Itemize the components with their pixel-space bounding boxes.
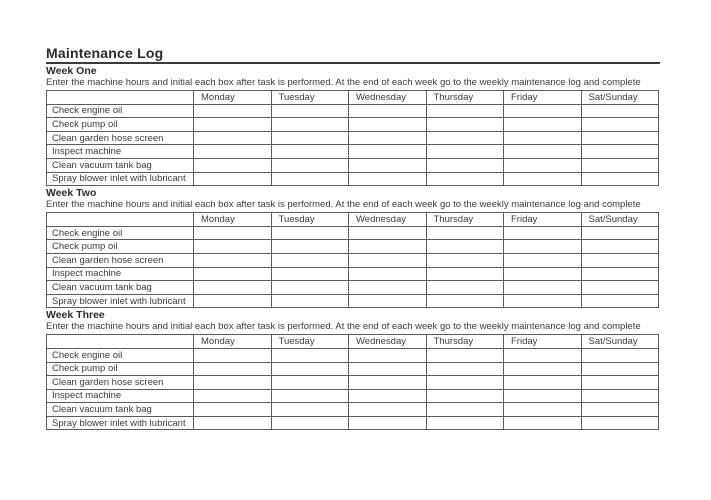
log-entry-cell <box>581 403 659 417</box>
log-entry-cell <box>581 172 659 186</box>
log-entry-cell <box>194 158 272 172</box>
week-section <box>46 310 666 430</box>
maintenance-table <box>46 334 659 430</box>
table-header-row <box>47 91 659 105</box>
task-label: Spray blower inlet with lubricant <box>47 294 194 308</box>
task-row <box>47 240 659 254</box>
task-row <box>47 118 659 132</box>
log-entry-cell <box>426 403 504 417</box>
log-entry-cell <box>504 294 582 308</box>
week-heading: Week Three <box>46 309 105 322</box>
log-entry-cell <box>194 172 272 186</box>
log-entry-cell <box>349 267 427 281</box>
log-entry-cell <box>349 362 427 376</box>
week-heading: Week Two <box>46 187 97 200</box>
task-row <box>47 294 659 308</box>
day-column-header: Thursday <box>426 213 504 227</box>
task-column-header <box>47 213 194 227</box>
log-entry-cell <box>349 104 427 118</box>
log-entry-cell <box>194 362 272 376</box>
task-label: Clean garden hose screen <box>47 376 194 390</box>
log-entry-cell <box>349 281 427 295</box>
task-label: Inspect machine <box>47 267 194 281</box>
task-row <box>47 104 659 118</box>
log-entry-cell <box>426 281 504 295</box>
log-entry-cell <box>271 294 349 308</box>
week-heading: Week One <box>46 65 97 77</box>
log-entry-cell <box>426 226 504 240</box>
task-label: Spray blower inlet with lubricant <box>47 172 194 186</box>
log-entry-cell <box>426 118 504 132</box>
log-entry-cell <box>504 240 582 254</box>
log-entry-cell <box>581 281 659 295</box>
log-entry-cell <box>426 294 504 308</box>
log-entry-cell <box>271 240 349 254</box>
day-column-header: Friday <box>504 91 582 105</box>
log-entry-cell <box>271 403 349 417</box>
log-entry-cell <box>504 376 582 390</box>
log-entry-cell <box>271 118 349 132</box>
log-entry-cell <box>581 389 659 403</box>
day-column-header: Monday <box>194 213 272 227</box>
log-entry-cell <box>504 362 582 376</box>
log-entry-cell <box>271 281 349 295</box>
log-entry-cell <box>271 131 349 145</box>
document-title: Maintenance Log <box>46 45 660 64</box>
log-entry-cell <box>349 253 427 267</box>
log-entry-cell <box>581 118 659 132</box>
task-row <box>47 376 659 390</box>
maintenance-table <box>46 212 659 308</box>
log-entry-cell <box>581 416 659 430</box>
table-body <box>47 226 659 308</box>
task-row <box>47 131 659 145</box>
log-entry-cell <box>271 389 349 403</box>
log-entry-cell <box>271 376 349 390</box>
task-row <box>47 158 659 172</box>
day-column-header: Friday <box>504 213 582 227</box>
task-label: Inspect machine <box>47 389 194 403</box>
maintenance-table <box>46 90 659 186</box>
log-entry-cell <box>349 294 427 308</box>
day-column-header: Monday <box>194 335 272 349</box>
task-row <box>47 172 659 186</box>
task-label: Clean garden hose screen <box>47 253 194 267</box>
task-label: Clean vacuum tank bag <box>47 158 194 172</box>
log-entry-cell <box>581 348 659 362</box>
task-label: Clean garden hose screen <box>47 131 194 145</box>
log-entry-cell <box>581 158 659 172</box>
log-entry-cell <box>504 281 582 295</box>
task-row <box>47 362 659 376</box>
task-row <box>47 145 659 159</box>
log-entry-cell <box>581 362 659 376</box>
log-entry-cell <box>194 348 272 362</box>
instruction-text: Enter the machine hours and initial each box after task is performed. At the end of each week go to the weekly maintenance log and complete <box>46 77 641 88</box>
table-body <box>47 348 659 430</box>
log-entry-cell <box>194 403 272 417</box>
log-entry-cell <box>581 145 659 159</box>
task-row <box>47 403 659 417</box>
log-entry-cell <box>581 253 659 267</box>
log-entry-cell <box>271 172 349 186</box>
log-entry-cell <box>349 131 427 145</box>
log-entry-cell <box>504 172 582 186</box>
log-entry-cell <box>194 131 272 145</box>
log-entry-cell <box>504 118 582 132</box>
log-entry-cell <box>504 253 582 267</box>
log-entry-cell <box>504 267 582 281</box>
log-entry-cell <box>194 376 272 390</box>
log-entry-cell <box>271 267 349 281</box>
day-column-header: Wednesday <box>349 91 427 105</box>
log-entry-cell <box>194 253 272 267</box>
log-entry-cell <box>349 376 427 390</box>
log-entry-cell <box>426 376 504 390</box>
task-label: Check pump oil <box>47 240 194 254</box>
log-entry-cell <box>271 362 349 376</box>
log-entry-cell <box>504 416 582 430</box>
task-label: Clean vacuum tank bag <box>47 403 194 417</box>
log-entry-cell <box>349 416 427 430</box>
log-entry-cell <box>581 267 659 281</box>
log-entry-cell <box>426 362 504 376</box>
log-entry-cell <box>504 389 582 403</box>
log-entry-cell <box>349 118 427 132</box>
log-entry-cell <box>349 145 427 159</box>
task-label: Clean vacuum tank bag <box>47 281 194 295</box>
task-label: Check engine oil <box>47 348 194 362</box>
log-entry-cell <box>349 240 427 254</box>
log-entry-cell <box>271 158 349 172</box>
log-entry-cell <box>581 240 659 254</box>
day-column-header: Thursday <box>426 91 504 105</box>
log-entry-cell <box>271 253 349 267</box>
table-header-row <box>47 335 659 349</box>
log-entry-cell <box>194 389 272 403</box>
log-entry-cell <box>504 145 582 159</box>
task-label: Check engine oil <box>47 226 194 240</box>
day-column-header: Sat/Sunday <box>581 213 659 227</box>
day-column-header: Wednesday <box>349 335 427 349</box>
task-column-header <box>47 91 194 105</box>
task-row <box>47 416 659 430</box>
log-entry-cell <box>271 416 349 430</box>
task-column-header <box>47 335 194 349</box>
log-entry-cell <box>504 158 582 172</box>
day-column-header: Friday <box>504 335 582 349</box>
log-entry-cell <box>349 226 427 240</box>
log-entry-cell <box>194 104 272 118</box>
task-label: Check pump oil <box>47 118 194 132</box>
log-entry-cell <box>504 348 582 362</box>
task-label: Spray blower inlet with lubricant <box>47 416 194 430</box>
table-header-row <box>47 213 659 227</box>
log-entry-cell <box>426 348 504 362</box>
log-entry-cell <box>581 376 659 390</box>
log-entry-cell <box>504 403 582 417</box>
log-entry-cell <box>581 104 659 118</box>
day-column-header: Monday <box>194 91 272 105</box>
log-entry-cell <box>349 172 427 186</box>
log-entry-cell <box>504 104 582 118</box>
task-row <box>47 281 659 295</box>
log-entry-cell <box>349 348 427 362</box>
day-column-header: Tuesday <box>271 335 349 349</box>
log-entry-cell <box>194 294 272 308</box>
task-label: Check pump oil <box>47 362 194 376</box>
log-entry-cell <box>194 267 272 281</box>
task-row <box>47 226 659 240</box>
day-column-header: Thursday <box>426 335 504 349</box>
task-row <box>47 348 659 362</box>
task-row <box>47 389 659 403</box>
day-column-header: Sat/Sunday <box>581 91 659 105</box>
day-column-header: Tuesday <box>271 213 349 227</box>
log-entry-cell <box>271 348 349 362</box>
task-label: Inspect machine <box>47 145 194 159</box>
table-body <box>47 104 659 186</box>
instruction-text: Enter the machine hours and initial each box after task is performed. At the end of each week go to the weekly maintenance log and complete <box>46 321 641 333</box>
log-entry-cell <box>271 104 349 118</box>
day-column-header: Tuesday <box>271 91 349 105</box>
log-entry-cell <box>194 240 272 254</box>
log-entry-cell <box>349 389 427 403</box>
log-entry-cell <box>581 294 659 308</box>
log-entry-cell <box>194 416 272 430</box>
log-entry-cell <box>271 145 349 159</box>
log-entry-cell <box>426 240 504 254</box>
log-entry-cell <box>426 416 504 430</box>
log-entry-cell <box>194 226 272 240</box>
log-entry-cell <box>426 253 504 267</box>
task-label: Check engine oil <box>47 104 194 118</box>
log-entry-cell <box>194 145 272 159</box>
log-entry-cell <box>194 281 272 295</box>
week-section <box>46 188 666 308</box>
log-entry-cell <box>426 158 504 172</box>
log-entry-cell <box>581 131 659 145</box>
log-entry-cell <box>504 131 582 145</box>
task-row <box>47 267 659 281</box>
log-entry-cell <box>194 118 272 132</box>
day-column-header: Wednesday <box>349 213 427 227</box>
log-entry-cell <box>426 145 504 159</box>
log-entry-cell <box>426 131 504 145</box>
log-entry-cell <box>426 172 504 186</box>
task-row <box>47 253 659 267</box>
log-entry-cell <box>271 226 349 240</box>
log-entry-cell <box>426 267 504 281</box>
week-section <box>46 66 666 186</box>
week-sections-container <box>46 66 666 430</box>
log-entry-cell <box>349 403 427 417</box>
instruction-text: Enter the machine hours and initial each box after task is performed. At the end of each week go to the weekly maintenance log and complete <box>46 199 641 211</box>
log-entry-cell <box>426 104 504 118</box>
log-entry-cell <box>504 226 582 240</box>
log-entry-cell <box>581 226 659 240</box>
log-entry-cell <box>426 389 504 403</box>
log-entry-cell <box>349 158 427 172</box>
day-column-header: Sat/Sunday <box>581 335 659 349</box>
